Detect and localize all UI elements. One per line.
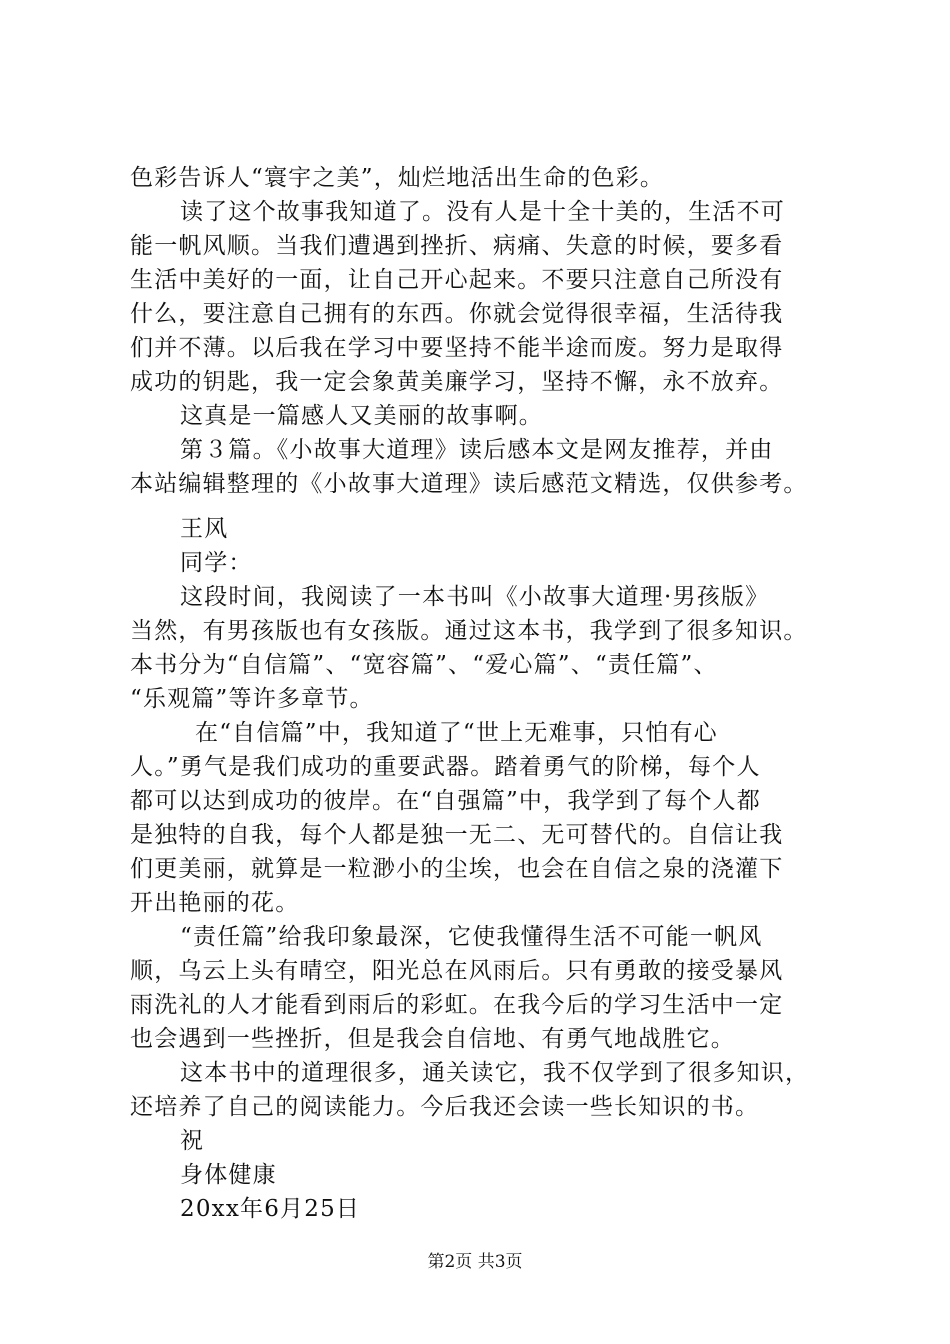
- text-line: 20xx年6月25日: [180, 1196, 361, 1222]
- text-line: 开出艳丽的花。: [130, 890, 300, 916]
- text-line: 生活中美好的一面，让自己开心起来。不要只注意自己所没有: [130, 267, 784, 293]
- text-line: 这段时间，我阅读了一本书叫《小故事大道理·男孩版》: [180, 584, 770, 610]
- text-line: 雨洗礼的人才能看到雨后的彩虹。在我今后的学习生活中一定: [130, 992, 784, 1018]
- text-line: 身体健康: [180, 1162, 277, 1188]
- text-line: 成功的钥匙，我一定会象黄美廉学习，坚持不懈，永不放弃。: [130, 369, 784, 395]
- text-line: 也会遇到一些挫折，但是我会自信地、有勇气地战胜它。: [130, 1026, 735, 1052]
- text-line: 顺，乌云上头有晴空，阳光总在风雨后。只有勇敢的接受暴风: [130, 958, 784, 984]
- text-line: 是独特的自我，每个人都是独一无二、无可替代的。自信让我: [130, 822, 784, 848]
- text-line: 当然，有男孩版也有女孩版。通过这本书，我学到了很多知识。: [130, 618, 808, 644]
- text-line: 在“自信篇”中，我知道了“世上无难事，只怕有心: [195, 720, 718, 746]
- text-line: 这本书中的道理很多，通关读它，我不仅学到了很多知识，: [180, 1060, 810, 1086]
- page-footer: 第2页 共3页: [427, 1252, 523, 1272]
- text-line: 这真是一篇感人又美丽的故事啊。: [180, 403, 543, 429]
- text-line: “责任篇”给我印象最深，它使我懂得生活不可能一帆风: [180, 924, 763, 950]
- text-line: “乐观篇”等许多章节。: [130, 686, 374, 712]
- text-line: 还培养了自己的阅读能力。今后我还会读一些长知识的书。: [130, 1094, 760, 1120]
- text-line: 王风: [180, 516, 229, 542]
- text-line: 读了这个故事我知道了。没有人是十全十美的，生活不可: [180, 199, 785, 225]
- text-line: 同学：: [180, 550, 253, 576]
- text-line: 们并不薄。以后我在学习中要坚持不能半途而废。努力是取得: [130, 335, 784, 361]
- text-line: 们更美丽，就算是一粒渺小的尘埃，也会在自信之泉的浇灌下: [130, 856, 784, 882]
- text-line: 祝: [180, 1128, 205, 1154]
- text-line: 什么，要注意自己拥有的东西。你就会觉得很幸福，生活待我: [130, 301, 784, 327]
- text-line: 本站编辑整理的《小故事大道理》读后感范文精选，仅供参考。: [130, 471, 808, 497]
- text-line: 都可以达到成功的彼岸。在“自强篇”中，我学到了每个人都: [130, 788, 761, 814]
- text-line: 本书分为“自信篇”、“宽容篇”、“爱心篇”、“责任篇”、: [130, 652, 718, 678]
- text-line: 人。”勇气是我们成功的重要武器。踏着勇气的阶梯，每个人: [130, 754, 761, 780]
- text-line: 能一帆风顺。当我们遭遇到挫折、病痛、失意的时候，要多看: [130, 233, 784, 259]
- text-line: 色彩告诉人“寰宇之美”，灿烂地活出生命的色彩。: [130, 165, 665, 191]
- text-line: 第３篇。《小故事大道理》读后感本文是网友推荐，并由: [180, 437, 774, 463]
